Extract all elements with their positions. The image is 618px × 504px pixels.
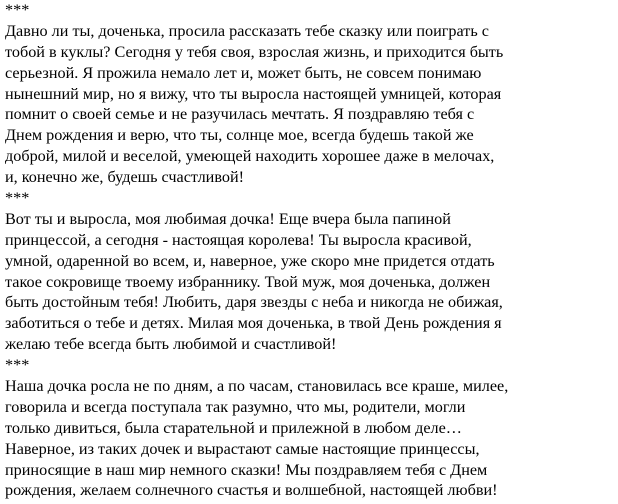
text-line: такое сокровище твоему избраннику. Твой муж, моя доченька, должен	[5, 272, 491, 291]
text-line: Наша дочка росла не по дням, а по часам, становилась все краше, милее,	[5, 377, 509, 396]
section-separator: ***	[5, 356, 30, 375]
text-line: нынешний мир, но я вижу, что ты выросла настоящей умницей, которая	[5, 84, 502, 103]
text-line: заботиться о тебе и детях. Милая моя доченька, в твой День рождения я	[5, 314, 502, 333]
text-line: тобой в куклы? Сегодня у тебя своя, взрослая жизнь, и приходится быть	[5, 42, 504, 61]
text-line: только дивиться, была старательной и прилежной в любом деле…	[5, 418, 462, 437]
text-line: говорила и всегда поступала так разумно, что мы, родители, могли	[5, 397, 466, 416]
text-line: и, конечно же, будешь счастливой!	[5, 168, 244, 187]
text-line: Давно ли ты, доченька, просила рассказать тебе сказку или поиграть с	[5, 21, 489, 40]
text-line: рождения, желаем солнечного счастья и волшебной, настоящей любви!	[5, 481, 498, 500]
text-line: быть достойным тебя! Любить, даря звезды с неба и никогда не обижая,	[5, 293, 503, 312]
text-line: доброй, милой и веселой, умеющей находить хорошее даже в мелочах,	[5, 147, 495, 166]
text-line: принцессой, а сегодня - настоящая королева! Ты выросла красивой,	[5, 230, 472, 249]
text-line: приносящие в наш мир немного сказки! Мы поздравляем тебя с Днем	[5, 460, 488, 479]
text-line: Днем рождения и верю, что ты, солнце мое, всегда будешь такой же	[5, 126, 474, 145]
text-line: Наверное, из таких дочек и вырастают самые настоящие принцессы,	[5, 439, 480, 458]
text-line: Вот ты и выросла, моя любимая дочка! Еще вчера была папиной	[5, 209, 451, 228]
text-line: желаю тебе всегда быть любимой и счастливой!	[5, 335, 337, 354]
section-separator: ***	[5, 189, 30, 208]
text-line: помнит о своей семье и не разучилась мечтать. Я поздравляю тебя с	[5, 105, 475, 124]
document-body	[5, 0, 617, 501]
text-line: серьезной. Я прожила немало лет и, может быть, не совсем понимаю	[5, 63, 482, 82]
section-separator: ***	[5, 1, 30, 19]
text-line: умной, одаренной во всем, и, наверное, уже скоро мне придется отдать	[5, 251, 495, 270]
